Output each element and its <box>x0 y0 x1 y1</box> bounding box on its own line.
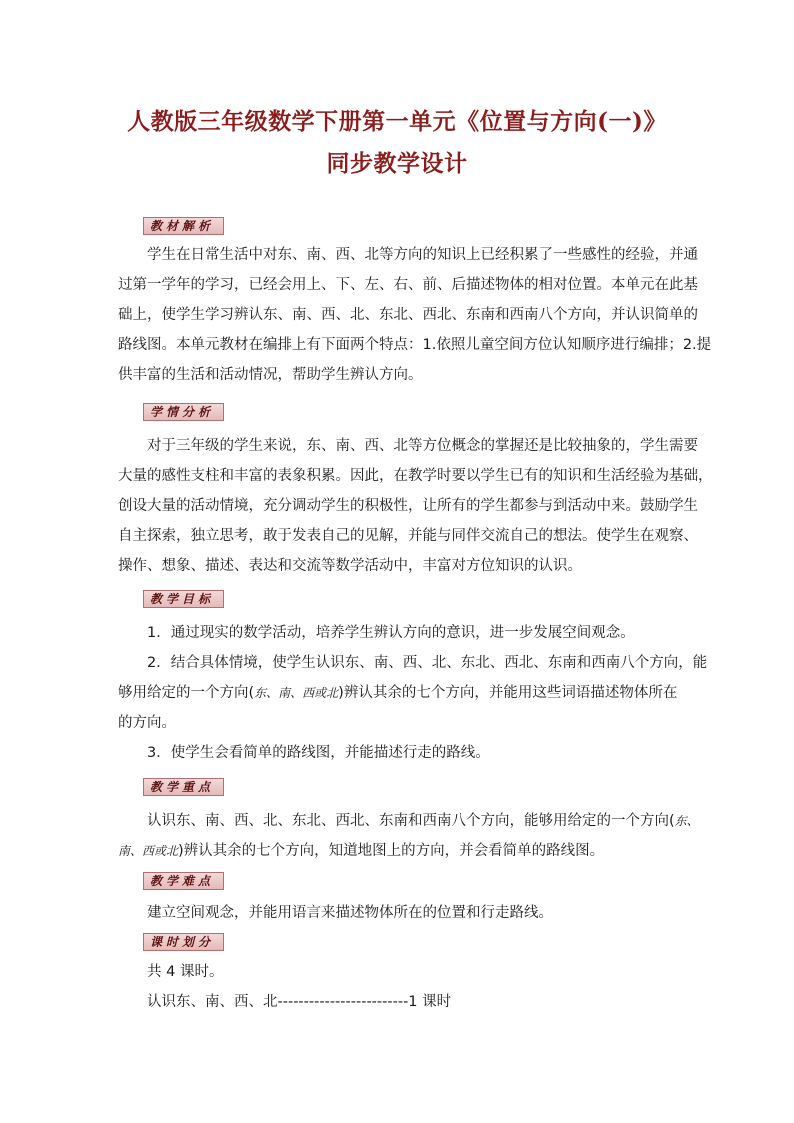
section-lesson-division-body <box>118 957 678 1017</box>
section-teaching-goals-body <box>118 618 708 768</box>
paragraph-line: 创设大量的活动情境，充分调动学生的积极性，让所有的学生都参与到活动中来。鼓励学生 <box>118 498 698 514</box>
section-textbook-analysis-body <box>118 240 712 390</box>
goal-item-1: 1．通过现实的数学活动，培养学生辨认方向的意识，进一步发展空间观念。 <box>147 625 635 641</box>
goal-item-2-line3: 的方向。 <box>118 715 176 731</box>
paragraph-line: 自主探索，独立思考，敢于发表自己的见解，并能与同伴交流自己的想法。使学生在观察、 <box>118 528 698 544</box>
section-difficulties-body <box>118 898 678 928</box>
section-tag-difficulties: 教学难点 <box>143 872 224 890</box>
lesson-item-1: 认识东、南、西、北-------------------------1 课时 <box>147 994 452 1010</box>
paragraph-line: 学生在日常生活中对东、南、西、北等方向的知识上已经积累了一些感性的经验，并通 <box>147 247 698 263</box>
goal-item-3: 3．使学生会看简单的路线图，并能描述行走的路线。 <box>147 745 490 761</box>
goal-item-2-text: )辨认其余的七个方向，并能用这些词语描述物体所在 <box>338 685 678 701</box>
goal-item-2-directions: 东、南、西或北 <box>254 686 339 700</box>
document-title-line1: 人教版三年级数学下册第一单元《位置与方向(一)》 <box>127 108 667 135</box>
key-points-text: )辨认其余的七个方向，知道地图上的方向，并会看简单的路线图。 <box>178 843 605 859</box>
section-tag-textbook-analysis: 教材解析 <box>143 217 224 235</box>
paragraph-line <box>118 806 699 836</box>
section-tag-student-analysis: 学情分析 <box>143 403 224 421</box>
paragraph-line: 供丰富的生活和活动情况，帮助学生辨认方向。 <box>118 367 423 383</box>
paragraph-line: 路线图。本单元教材在编排上有下面两个特点：1.依照儿童空间方位认知顺序进行编排；2.提 <box>118 337 712 353</box>
paragraph-line: 对于三年级的学生来说，东、南、西、北等方位概念的掌握还是比较抽象的，学生需要 <box>147 438 698 454</box>
document-title-line2: 同步教学设计 <box>326 150 468 177</box>
section-key-points-body <box>118 806 699 866</box>
section-tag-key-points: 教学重点 <box>143 778 224 796</box>
section-tag-teaching-goals: 教学目标 <box>143 590 224 608</box>
goal-item-2-line2 <box>118 678 678 708</box>
lesson-count: 共 4 课时。 <box>147 964 224 980</box>
paragraph-line: 操作、想象、描述、表达和交流等数学活动中，丰富对方位知识的认识。 <box>118 558 582 574</box>
paragraph-line: 础上，使学生学习辨认东、南、西、北、东北、西北、东南和西南八个方向，并认识简单的 <box>118 307 698 323</box>
section-student-analysis-body <box>118 431 713 581</box>
key-points-directions: 东、 <box>674 814 699 828</box>
paragraph-line: 过第一学年的学习，已经会用上、下、左、右、前、后描述物体的相对位置。本单元在此基 <box>118 277 698 293</box>
section-tag-lesson-division: 课时划分 <box>143 933 224 951</box>
goal-item-2-line1: 2．结合具体情境，使学生认识东、南、西、北、东北、西北、东南和西南八个方向，能 <box>147 655 708 671</box>
paragraph-line: 大量的感性支柱和丰富的表象积累。因此，在教学时要以学生已有的知识和生活经验为基础， <box>118 468 713 484</box>
key-points-directions: 南、西或北 <box>118 844 179 858</box>
paragraph-line: 建立空间观念，并能用语言来描述物体所在的位置和行走路线。 <box>147 905 553 921</box>
key-points-text: 认识东、南、西、北、东北、西北、东南和西南八个方向，能够用给定的一个方向( <box>147 813 675 829</box>
paragraph-line <box>118 836 678 866</box>
goal-item-2-text: 够用给定的一个方向( <box>118 685 255 701</box>
